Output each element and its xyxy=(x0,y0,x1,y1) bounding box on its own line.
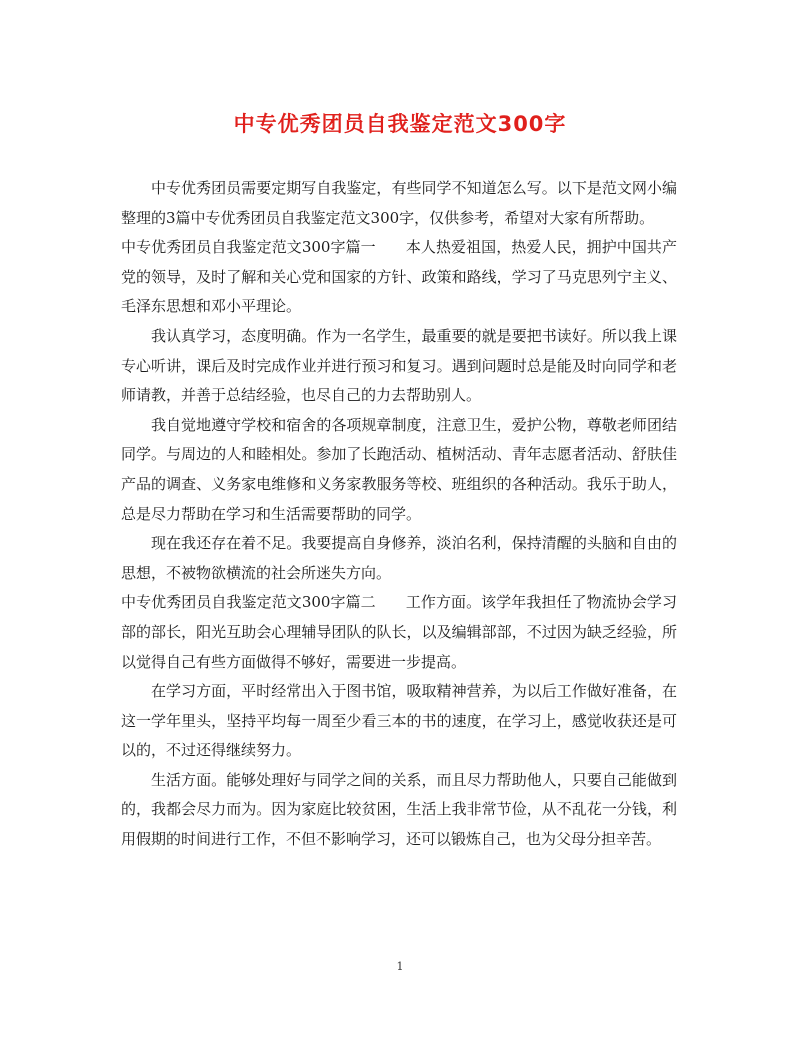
paragraph-study: 我认真学习，态度明确。作为一名学生，最重要的就是要把书读好。所以我上课专心听讲，课后及时完成作业并进行预习和复习。遇到问题时总是能及时向同学和老师请教，并善于总结经验，也尽自己的力去帮助别人。 xyxy=(121,326,677,405)
paragraph-discipline: 我自觉地遵守学校和宿舍的各项规章制度，注意卫生，爱护公物，尊敬老师团结同学。与周边的人和睦相处。参加了长跑活动、植树活动、青年志愿者活动、舒肤佳产品的调查、义务家电维修和义务家教服务等校、班组织的各种活动。我乐于助人，总是尽力帮助在学习和生活需要帮助的同学。 xyxy=(121,415,677,523)
paragraph-shortcomings: 现在我还存在着不足。我要提高自身修养，淡泊名利，保持清醒的头脑和自由的思想，不被物欲横流的社会所迷失方向。 xyxy=(121,534,677,582)
page-number: 1 xyxy=(396,960,404,973)
section-2-text: 工作方面。该学年我担任了物流协会学习部的部长，阳光互助会心理辅导团队的队长，以及编辑部部，不过因为缺乏经验，所以觉得自己有些方面做得不够好，需要进一步提高。 xyxy=(121,593,677,671)
paragraph-life: 生活方面。能够处理好与同学之间的关系，而且尽力帮助他人，只要自己能做到的，我都会尽力而为。因为家庭比较贫困，生活上我非常节俭，从不乱花一分钱，利用假期的时间进行工作，不但不影响学习，还可以锻炼自己，也为父母分担辛苦。 xyxy=(121,770,677,849)
document-body xyxy=(121,174,677,855)
paragraph-section-1 xyxy=(121,233,677,322)
section-heading-2: 中专优秀团员自我鉴定范文300字篇二 xyxy=(121,593,376,612)
document-title: 中专优秀团员自我鉴定范文300字 xyxy=(233,112,567,136)
section-heading-1: 中专优秀团员自我鉴定范文300字篇一 xyxy=(121,238,376,257)
paragraph-learning: 在学习方面，平时经常出入于图书馆，吸取精神营养，为以后工作做好准备，在这一学年里头，坚持平均每一周至少看三本的书的速度，在学习上，感觉收获还是可以的，不过还得继续努力。 xyxy=(121,682,677,760)
paragraph-intro: 中专优秀团员需要定期写自我鉴定，有些同学不知道怎么写。以下是范文网小编整理的3篇中专优秀团员自我鉴定范文300字，仅供参考，希望对大家有所帮助。 xyxy=(121,179,677,227)
section-1-text: 本人热爱祖国，热爱人民，拥护中国共产党的领导，及时了解和关心党和国家的方针、政策和路线，学习了马克思列宁主义、毛泽东思想和邓小平理论。 xyxy=(121,238,677,316)
paragraph-section-2 xyxy=(121,588,677,677)
